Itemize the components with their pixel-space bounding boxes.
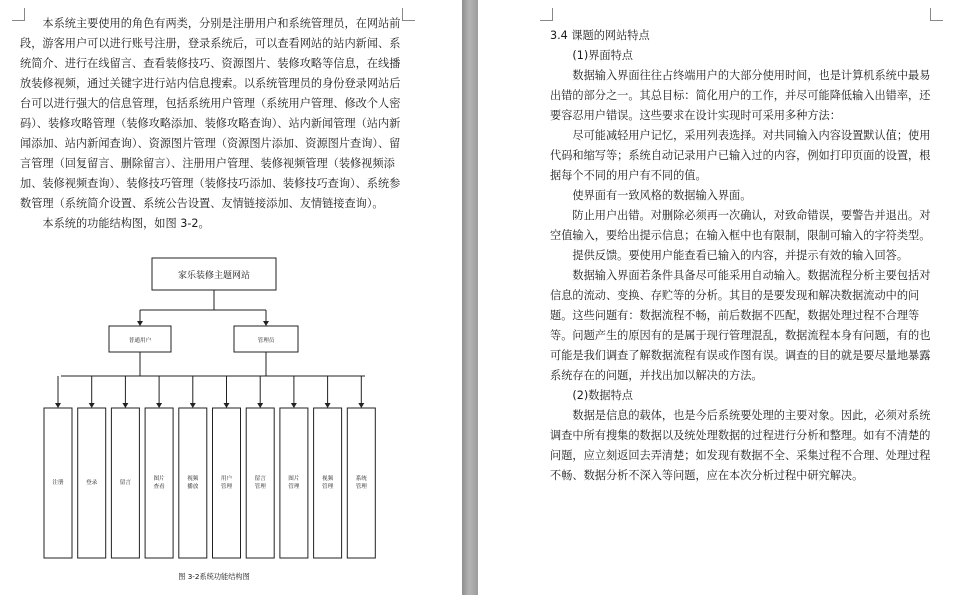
leaf-arrow [156,403,162,408]
leaf-node-label: 视频管理 [321,476,334,490]
leaf-node-label: 系统管理 [355,476,367,490]
leaf-node-box [145,408,173,558]
leaf-arrow [291,403,297,408]
leaf-node-box [213,408,241,558]
leaf-node-box [280,408,308,558]
leaf-node-label: 留言 [119,480,132,486]
intro-paragraph: 本系统主要使用的角色有两类，分别是注册用户和系统管理员，在网站前段，游客用户可以进行账号注册，登录系统后，可以查看网站的站内新闻、系统简介、进行在线留言、查看装修技巧、资源图片、装修攻略等信息，在线播放装修视频，通过关键字进行站内信息搜索。以系统管理员的身份登录网站后台可以进行强大的信息管理，包括系统用户管理（系统用户管理、修改个人密码）、装修攻略管理（装修攻略添加、装修攻略查询）、站内新闻管理（站内新闻添加、站内新闻查询）、资源图片管理（资源图片添加、资源图片查询）、留言管理（回复留言、删除留言）、注册用户管理、装修视频管理（装修视频添加、装修视频查询）、装修技巧管理（装修技巧添加、装修技巧查询）、系统参数管理（系统简介设置、系统公告设置、友情链接添加、友情链接查询）。 [20,17,401,210]
section-heading: 3.4 课题的网站特点 [550,29,650,42]
right-text-block [550,26,938,486]
leaf-node-box [347,408,375,558]
function-structure-diagram [0,0,462,595]
arrow-to-user-group [137,321,143,326]
leaf-node-label: 图片管理 [288,476,300,490]
leaf-node-label: 用户管理 [220,476,233,490]
leaf-node-label: 注册 [52,480,64,486]
paragraph-7: 数据是信息的载体，也是今后系统要处理的主要对象。因此，必须对系统调查中所有搜集的数据以及统处理数据的过程进行分析和整理。如有不清楚的问题，应立刻返回去弄清楚；如发现有数据不全、采集过程不合理、处理过程不畅、数据分析不深入等问题，应在本次分析过程中研究解决。 [550,409,931,482]
leaf-node-label: 视频播放 [187,476,199,490]
leaf-node-label: 图片查看 [153,476,165,490]
page-gap [462,0,478,595]
crop-mark-top-right-right-page [930,8,943,21]
root-node-label: 家乐装修主题网站 [177,271,251,281]
subheading-data: (2)数据特点 [572,389,633,402]
leaf-node-box [179,408,207,558]
leaf-node-box [314,408,342,558]
leaf-node-label: 登录 [86,480,98,486]
group-connector [61,352,365,376]
leaf-arrow [89,403,95,408]
arrow-to-admin-group [263,321,269,326]
leaf-arrow [358,403,364,408]
crop-mark-top-left-right-page [540,8,553,21]
paragraph-3: 使界面有一致风格的数据输入界面。 [572,189,752,202]
subheading-interface: (1)界面特点 [572,49,633,62]
paragraph-4: 防止用户出错。对删除必须再一次确认，对致命错误，要警告并退出。对空值输入，要给出提示信息；在输入框中也有限制，限制可输入的字符类型。 [550,209,931,242]
right-page [478,0,960,595]
leaf-arrow [55,403,61,408]
diagram-caption: 图 3-2系统功能结构图 [178,572,250,581]
leaf-arrow [122,403,128,408]
root-connector [140,290,266,326]
group-admin-label: 管理员 [257,338,275,344]
group-user-label: 普通用户 [128,338,152,344]
chart-ref-paragraph: 本系统的功能结构图，如图 3-2。 [42,217,210,230]
leaf-arrow [257,403,263,408]
leaf-node-box [246,408,274,558]
leaf-arrow [190,403,196,408]
paragraph-6: 数据输入界面若条件具备尽可能采用自动输入。数据流程分析主要包括对信息的流动、变换、存贮等的分析。其目的是要发现和解决数据流动中的问题。这些问题有：数据流程不畅，前后数据不匹配，数据处理过程不合理等等。问题产生的原因有的是属于现行管理混乱，数据流程本身有问题，有的也可能是我们调查了解数据流程有误或作图有误。调查的目的就是要尽量地暴露系统存在的问题，并找出加以解决的方法。 [550,269,931,382]
leaf-arrow [224,403,230,408]
leaf-arrow [325,403,331,408]
leaf-node-label: 留言管理 [254,476,266,490]
left-page [0,0,462,595]
paragraph-1: 数据输入界面往往占终端用户的大部分使用时间，也是计算机系统中最易出错的部分之一。其总目标：简化用户的工作，并尽可能降低输入出错率，还要容忍用户错误。这些要求在设计实现时可采用多种方法： [550,69,931,122]
paragraph-2: 尽可能减轻用户记忆，采用列表选择。对共同输入内容设置默认值；使用代码和缩写等；系统自动记录用户已输入过的内容，例如打印页面的设置，根据每个不同的用户有不同的值。 [550,129,931,182]
paragraph-5: 提供反馈。要使用户能查看已输入的内容，并提示有效的输入回答。 [572,249,909,262]
